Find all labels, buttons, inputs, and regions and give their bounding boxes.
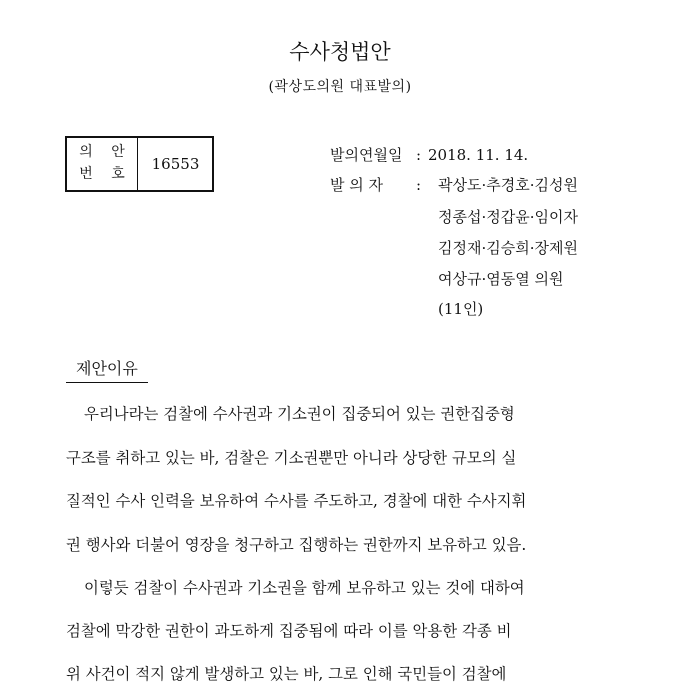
section-heading: 제안이유 bbox=[76, 359, 138, 378]
bill-number-box bbox=[65, 136, 214, 192]
proposer-line: 정종섭·정갑윤·임이자 bbox=[438, 208, 578, 226]
proposal-date-row bbox=[330, 140, 528, 170]
body-line: 질적인 수사 인력을 보유하여 수사를 주도하고, 경찰에 대한 수사지휘 bbox=[66, 492, 527, 510]
proposer-row bbox=[330, 170, 428, 200]
bill-subtitle: (곽상도의원 대표발의) bbox=[268, 79, 412, 95]
proposer-line: 김정재·김승희·장제원 bbox=[438, 239, 578, 257]
bill-number-label-line1: 의 안 bbox=[79, 144, 132, 160]
body-line: 위 사건이 적지 않게 발생하고 있는 바, 그로 인해 국민들이 검찰에 bbox=[66, 665, 507, 683]
proposer-line: 곽상도·추경호·김성원 bbox=[438, 176, 578, 194]
body-line: 우리나라는 검찰에 수사권과 기소권이 집중되어 있는 권한집중형 bbox=[84, 405, 515, 423]
bill-title: 수사청법안 bbox=[289, 40, 391, 64]
proposal-date-label: 발의연월일 bbox=[330, 146, 403, 164]
body-line: 권 행사와 더불어 영장을 청구하고 집행하는 권한까지 보유하고 있음. bbox=[66, 536, 527, 554]
colon: : bbox=[416, 146, 422, 164]
body-line: 이렇듯 검찰이 수사권과 기소권을 함께 보유하고 있는 것에 대하여 bbox=[84, 579, 525, 597]
body-line: 검찰에 막강한 권한이 과도하게 집중됨에 따라 이를 악용한 각종 비 bbox=[66, 622, 512, 640]
proposer-line: 여상규·염동열 의원 bbox=[438, 270, 564, 288]
colon: : bbox=[416, 176, 422, 194]
proposer-label: 발 의 자 bbox=[330, 176, 384, 194]
bill-number-label-line2: 번 호 bbox=[79, 166, 132, 182]
proposer-count: (11인) bbox=[438, 300, 484, 318]
bill-number-label bbox=[67, 138, 138, 190]
proposal-date-value: 2018. 11. 14. bbox=[428, 146, 529, 164]
body-line: 구조를 취하고 있는 바, 검찰은 기소권뿐만 아니라 상당한 규모의 실 bbox=[66, 449, 517, 467]
section-heading-underline bbox=[66, 382, 148, 383]
bill-number-value: 16553 bbox=[151, 155, 200, 173]
